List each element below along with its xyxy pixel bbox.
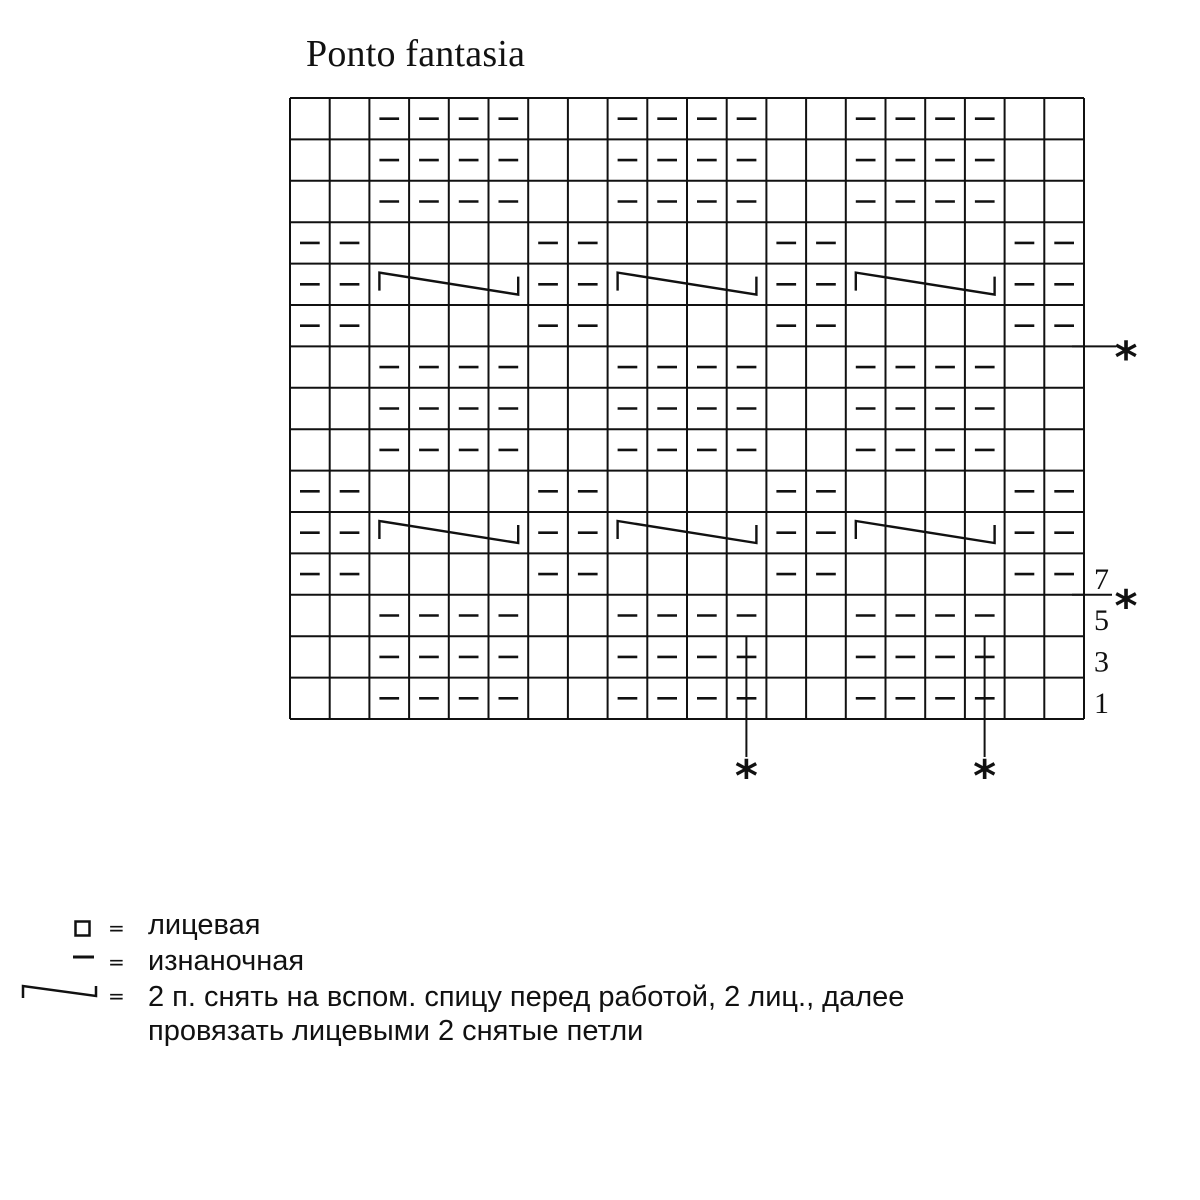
repeat-marker-left: * xyxy=(734,751,758,802)
repeat-marker-lower: * xyxy=(1114,580,1138,632)
row-number: 1 xyxy=(1094,687,1109,720)
legend-label-cable-line2: провязать лицевыми 2 снятые петли xyxy=(148,1015,644,1047)
row-number: 5 xyxy=(1094,604,1109,638)
cable-stitch-icon xyxy=(20,980,102,1002)
knit-stitch-icon xyxy=(74,920,92,938)
repeat-marker-right: * xyxy=(973,751,997,802)
legend-equals: = xyxy=(108,916,125,940)
repeat-markers xyxy=(735,332,1138,802)
chart-grid xyxy=(290,98,1084,719)
legend-equals: = xyxy=(108,984,125,1008)
row-number: 3 xyxy=(1094,645,1109,679)
legend-label-knit: лицевая xyxy=(148,909,261,941)
legend-equals: = xyxy=(108,950,125,974)
repeat-marker-top: * xyxy=(1114,332,1138,384)
legend xyxy=(0,900,1200,1080)
legend-label-cable-line1: 2 п. снять на вспом. спицу перед работой, 2 лиц., далее xyxy=(148,981,905,1013)
chart-title: Ponto fantasia xyxy=(306,33,526,75)
purl-stitch-icon xyxy=(72,950,96,964)
row-number: 7 xyxy=(1094,562,1109,596)
row-numbers xyxy=(1094,563,1109,720)
legend-label-purl: изнаночная xyxy=(148,945,305,977)
